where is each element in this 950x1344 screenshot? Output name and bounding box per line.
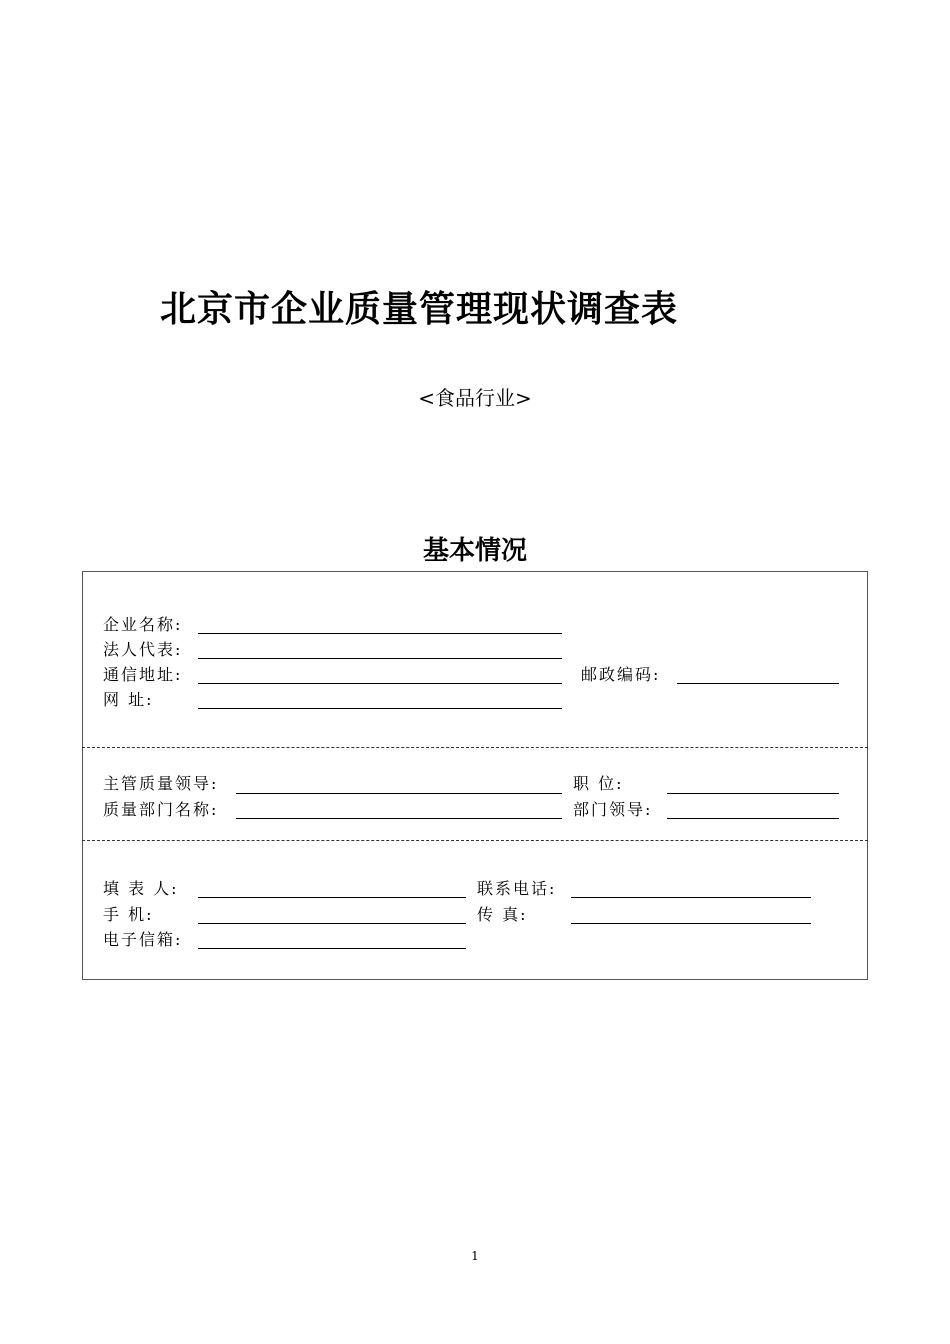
mobile-label: 手 机: (103, 905, 154, 924)
quality-dept-field[interactable] (236, 818, 562, 819)
phone-label: 联系电话: (477, 879, 557, 898)
email-label: 电子信箱: (103, 930, 183, 949)
postal-code-field[interactable] (677, 683, 839, 684)
email-field[interactable] (198, 948, 466, 949)
filler-field[interactable] (198, 897, 466, 898)
quality-leader-label: 主管质量领导: (103, 774, 219, 793)
website-label: 网 址: (103, 690, 154, 709)
company-name-field[interactable] (198, 633, 562, 634)
legal-rep-label: 法人代表: (103, 640, 183, 659)
document-subtitle: <食品行业> (418, 386, 532, 410)
address-label: 通信地址: (103, 665, 183, 684)
page-number: 1 (471, 1249, 479, 1263)
legal-rep-field[interactable] (198, 658, 562, 659)
company-name-label: 企业名称: (103, 615, 183, 634)
quality-leader-field[interactable] (236, 793, 562, 794)
quality-dept-label: 质量部门名称: (103, 800, 219, 819)
postal-code-label: 邮政编码: (581, 665, 661, 684)
section-title: 基本情况 (422, 536, 527, 566)
phone-field[interactable] (571, 897, 811, 898)
filler-label: 填 表 人: (103, 879, 179, 898)
position-label: 职 位: (573, 774, 624, 793)
group-separator (82, 840, 868, 841)
document-title: 北京市企业质量管理现状调查表 (160, 289, 679, 330)
fax-field[interactable] (571, 923, 811, 924)
address-field[interactable] (198, 683, 562, 684)
mobile-field[interactable] (198, 923, 466, 924)
group-separator (82, 747, 868, 748)
website-field[interactable] (198, 708, 562, 709)
position-field[interactable] (667, 793, 839, 794)
fax-label: 传 真: (477, 905, 528, 924)
dept-leader-label: 部门领导: (573, 800, 653, 819)
dept-leader-field[interactable] (667, 818, 839, 819)
